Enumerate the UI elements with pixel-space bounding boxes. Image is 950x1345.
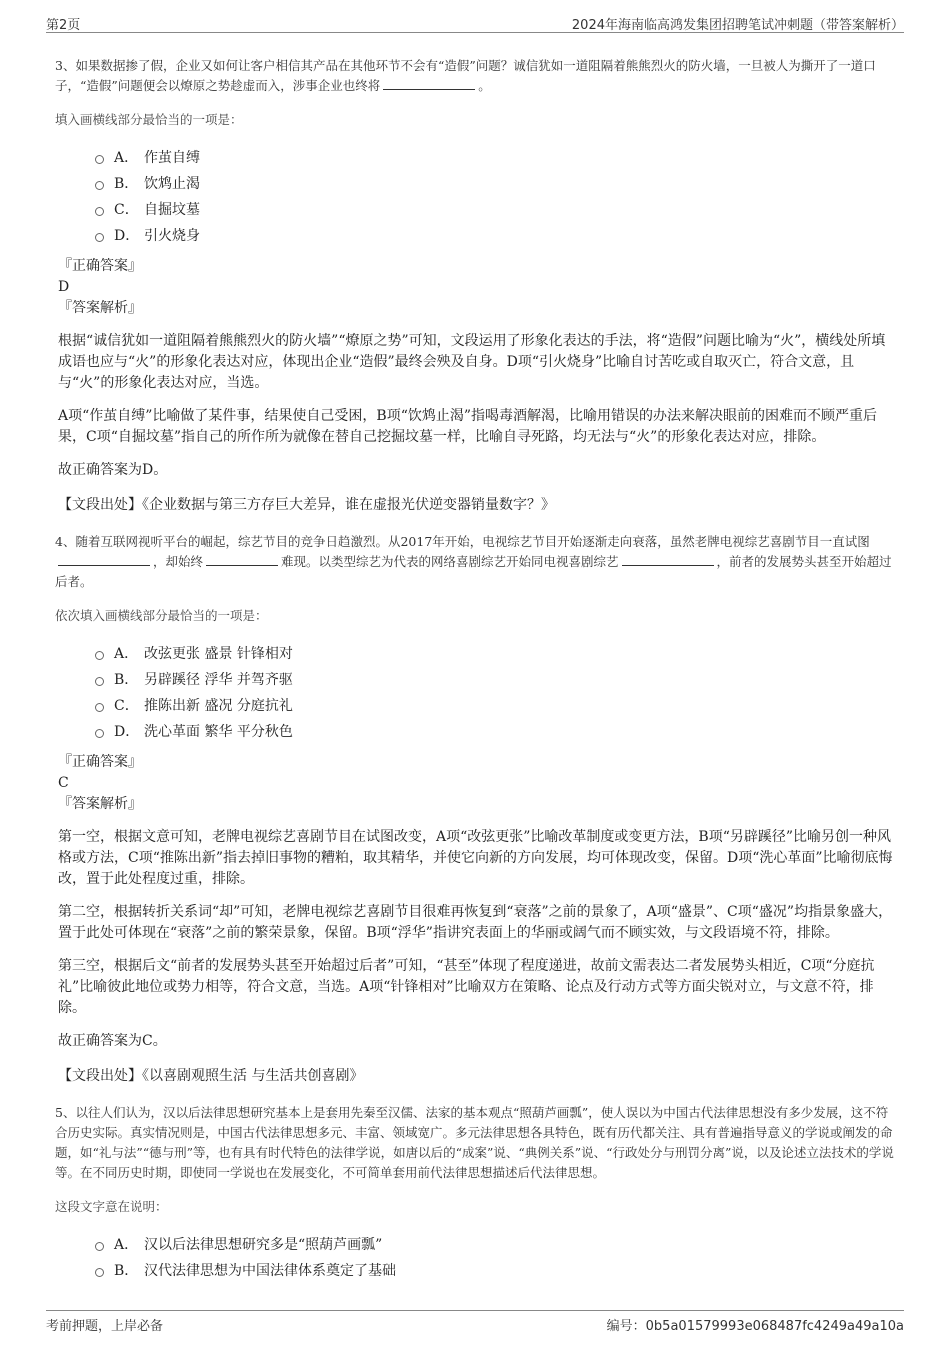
analysis-paragraph: 根据“诚信犹如一道阻隔着熊熊烈火的防火墙”“燎原之势”可知，文段运用了形象化表达的手法，将“造假”问题比喻为“火”，横线处所填成语也应与“火”的形象化表达对应，体现出企业“造假”最终会殃及自身。D项“引火烧身”比喻自讨苦吃或自取灭亡，符合文意，且与“火”的形象化表达对应，当选。 <box>58 333 886 391</box>
option-a[interactable] <box>95 640 895 666</box>
option-letter: A． <box>114 150 139 166</box>
option-letter: A． <box>114 646 139 662</box>
document-id: 编号：0b5a01579993e068487fc4249a49a10a <box>606 1319 904 1334</box>
main-content <box>55 56 895 1283</box>
question-4-options <box>95 640 895 744</box>
answer-label: 『正确答案』 <box>58 754 142 770</box>
question-5-stem: 5、以往人们认为，汉以后法律思想研究基本上是套用先秦至汉儒、法家的基本观点“照葫芦画瓢”，使人误以为中国古代法律思想没有多少发展，这不符合历史实际。真实情况则是，中国古代法律思想多元、丰富、领域宽广。多元法律思想各具特色，既有历代都关注、具有普遍指导意义的学说或阐发的命题，如“礼与法”“德与刑”等，也有具有时代特色的法律学说，如唐以后的“成案”说、“典例关系”说、“行政处分与刑罚分离”说，以及论述立法技术的学说等。在不同历史时期，即使同一学说也在发展变化，不可简单套用前代法律思想描述后代法律思想。 <box>55 1105 894 1180</box>
radio-icon[interactable] <box>95 677 104 686</box>
page-footer <box>46 1310 904 1333</box>
option-letter: A． <box>114 1237 139 1253</box>
question-3-text-end: 。 <box>478 78 491 93</box>
option-letter: B． <box>114 176 139 192</box>
question-4-answer <box>58 752 895 815</box>
answer-blank <box>383 77 475 90</box>
answer-value: D <box>58 279 70 295</box>
option-a[interactable] <box>95 144 895 170</box>
question-3-text: 3、如果数据掺了假，企业又如何让客户相信其产品在其他环节不会有“造假”问题？诚信犹如一道阻隔着熊熊烈火的防火墙，一旦被人为撕开了一道口子，“造假”问题便会以燎原之势趁虚而入，涉事企业也终将 <box>55 58 876 93</box>
option-a[interactable] <box>95 1231 895 1257</box>
analysis-label: 『答案解析』 <box>58 300 142 316</box>
analysis-paragraph: 第三空，根据后文“前者的发展势头甚至开始超过后者”可知，“甚至”体现了程度递进，故前文需表达二者发展势头相近，C项“分庭抗礼”比喻彼此地位或势力相等，符合文意，当选。A项“针锋相对”比喻双方在策略、论点及行动方式等方面尖锐对立，与文意不符，排除。 <box>58 958 875 1016</box>
option-letter: D． <box>114 228 140 244</box>
question-4-stem <box>55 532 895 592</box>
answer-label: 『正确答案』 <box>58 258 142 274</box>
radio-icon[interactable] <box>95 1268 104 1277</box>
radio-icon[interactable] <box>95 233 104 242</box>
question-4 <box>55 532 895 1087</box>
page-number: 第2页 <box>46 18 81 33</box>
option-d[interactable] <box>95 222 895 248</box>
analysis-paragraph: 第一空，根据文意可知，老牌电视综艺喜剧节目在试图改变，A项“改弦更张”比喻改革制度或变更方法，B项“另辟蹊径”比喻另创一种风格或方法，C项“推陈出新”指去掉旧事物的糟粕，取其精华，并使它向新的方向发展，均可体现改变，保留。D项“洗心革面”比喻彻底悔改，置于此处程度过重，排除。 <box>58 829 893 887</box>
option-text: 饮鸩止渴 <box>144 176 200 192</box>
answer-value: C <box>58 775 69 791</box>
question-5-options <box>95 1231 895 1283</box>
option-c[interactable] <box>95 196 895 222</box>
analysis-label: 『答案解析』 <box>58 796 142 812</box>
option-b[interactable] <box>95 666 895 692</box>
option-text: 汉以后法律思想研究多是“照葫芦画瓢” <box>144 1237 383 1253</box>
question-3-options <box>95 144 895 248</box>
analysis-paragraph: A项“作茧自缚”比喻做了某件事，结果使自己受困，B项“饮鸩止渴”指喝毒酒解渴，比喻用错误的办法来解决眼前的困难而不顾严重后果，C项“自掘坟墓”指自己的所作所为就像在替自己挖掘坟墓一样，比喻自寻死路，均无法与“火”的形象化表达对应，排除。 <box>58 408 878 445</box>
radio-icon[interactable] <box>95 651 104 660</box>
option-text: 作茧自缚 <box>144 150 200 166</box>
option-text: 自掘坟墓 <box>144 202 200 218</box>
option-text: 改弦更张 盛景 针锋相对 <box>144 646 293 662</box>
option-letter: B． <box>114 672 139 688</box>
option-letter: C． <box>114 698 139 714</box>
source-citation: 【文段出处】《以喜剧观照生活 与生活共创喜剧》 <box>58 1068 364 1084</box>
radio-icon[interactable] <box>95 703 104 712</box>
question-4-text: ，前者的发展势头甚至开始超过后者。 <box>55 554 892 589</box>
question-3-prompt: 填入画横线部分最恰当的一项是： <box>55 112 243 127</box>
option-letter: C． <box>114 202 139 218</box>
footer-slogan: 考前押题，上岸必备 <box>46 1319 164 1334</box>
question-4-text: 4、随着互联网视听平台的崛起，综艺节目的竞争日趋激烈。从2017年开始，电视综艺节目开始逐渐走向衰落，虽然老牌电视综艺喜剧节目一直试图 <box>55 534 870 549</box>
radio-icon[interactable] <box>95 181 104 190</box>
option-text: 另辟蹊径 浮华 并驾齐驱 <box>144 672 293 688</box>
question-3-answer <box>58 256 895 319</box>
analysis-paragraph: 故正确答案为C。 <box>58 1033 167 1049</box>
answer-blank <box>622 553 714 566</box>
question-4-text: 难现。以类型综艺为代表的网络喜剧综艺开始同电视喜剧综艺 <box>281 554 619 569</box>
option-d[interactable] <box>95 718 895 744</box>
analysis-paragraph: 故正确答案为D。 <box>58 462 168 478</box>
option-text: 推陈出新 盛况 分庭抗礼 <box>144 698 293 714</box>
radio-icon[interactable] <box>95 729 104 738</box>
analysis-paragraph: 第二空，根据转折关系词“却”可知，老牌电视综艺喜剧节目很难再恢复到“衰落”之前的景象了，A项“盛景”、C项“盛况”均指景象盛大，置于此处可体现在“衰落”之前的繁荣景象，保留。B项“浮华”指讲究表面上的华丽或阔气而不顾实效，与文段语境不符，排除。 <box>58 904 893 941</box>
document-title: 2024年海南临高鸿发集团招聘笔试冲刺题（带答案解析） <box>571 18 904 33</box>
answer-blank <box>206 553 278 566</box>
question-3-stem <box>55 56 895 96</box>
source-citation: 【文段出处】《企业数据与第三方存巨大差异，谁在虚报光伏逆变器销量数字？》 <box>58 497 555 513</box>
option-b[interactable] <box>95 170 895 196</box>
option-c[interactable] <box>95 692 895 718</box>
answer-blank <box>58 553 150 566</box>
question-5-prompt: 这段文字意在说明： <box>55 1199 168 1214</box>
radio-icon[interactable] <box>95 1242 104 1251</box>
question-4-prompt: 依次填入画横线部分最恰当的一项是： <box>55 608 268 623</box>
option-text: 引火烧身 <box>144 228 200 244</box>
option-b[interactable] <box>95 1257 895 1283</box>
page-header <box>46 12 904 33</box>
question-3 <box>55 56 895 516</box>
option-letter: B． <box>114 1263 139 1279</box>
question-4-text: ，却始终 <box>153 554 204 569</box>
question-5 <box>55 1103 895 1283</box>
option-text: 洗心革面 繁华 平分秋色 <box>144 724 293 740</box>
option-letter: D． <box>114 724 140 740</box>
radio-icon[interactable] <box>95 155 104 164</box>
option-text: 汉代法律思想为中国法律体系奠定了基础 <box>144 1263 396 1279</box>
radio-icon[interactable] <box>95 207 104 216</box>
